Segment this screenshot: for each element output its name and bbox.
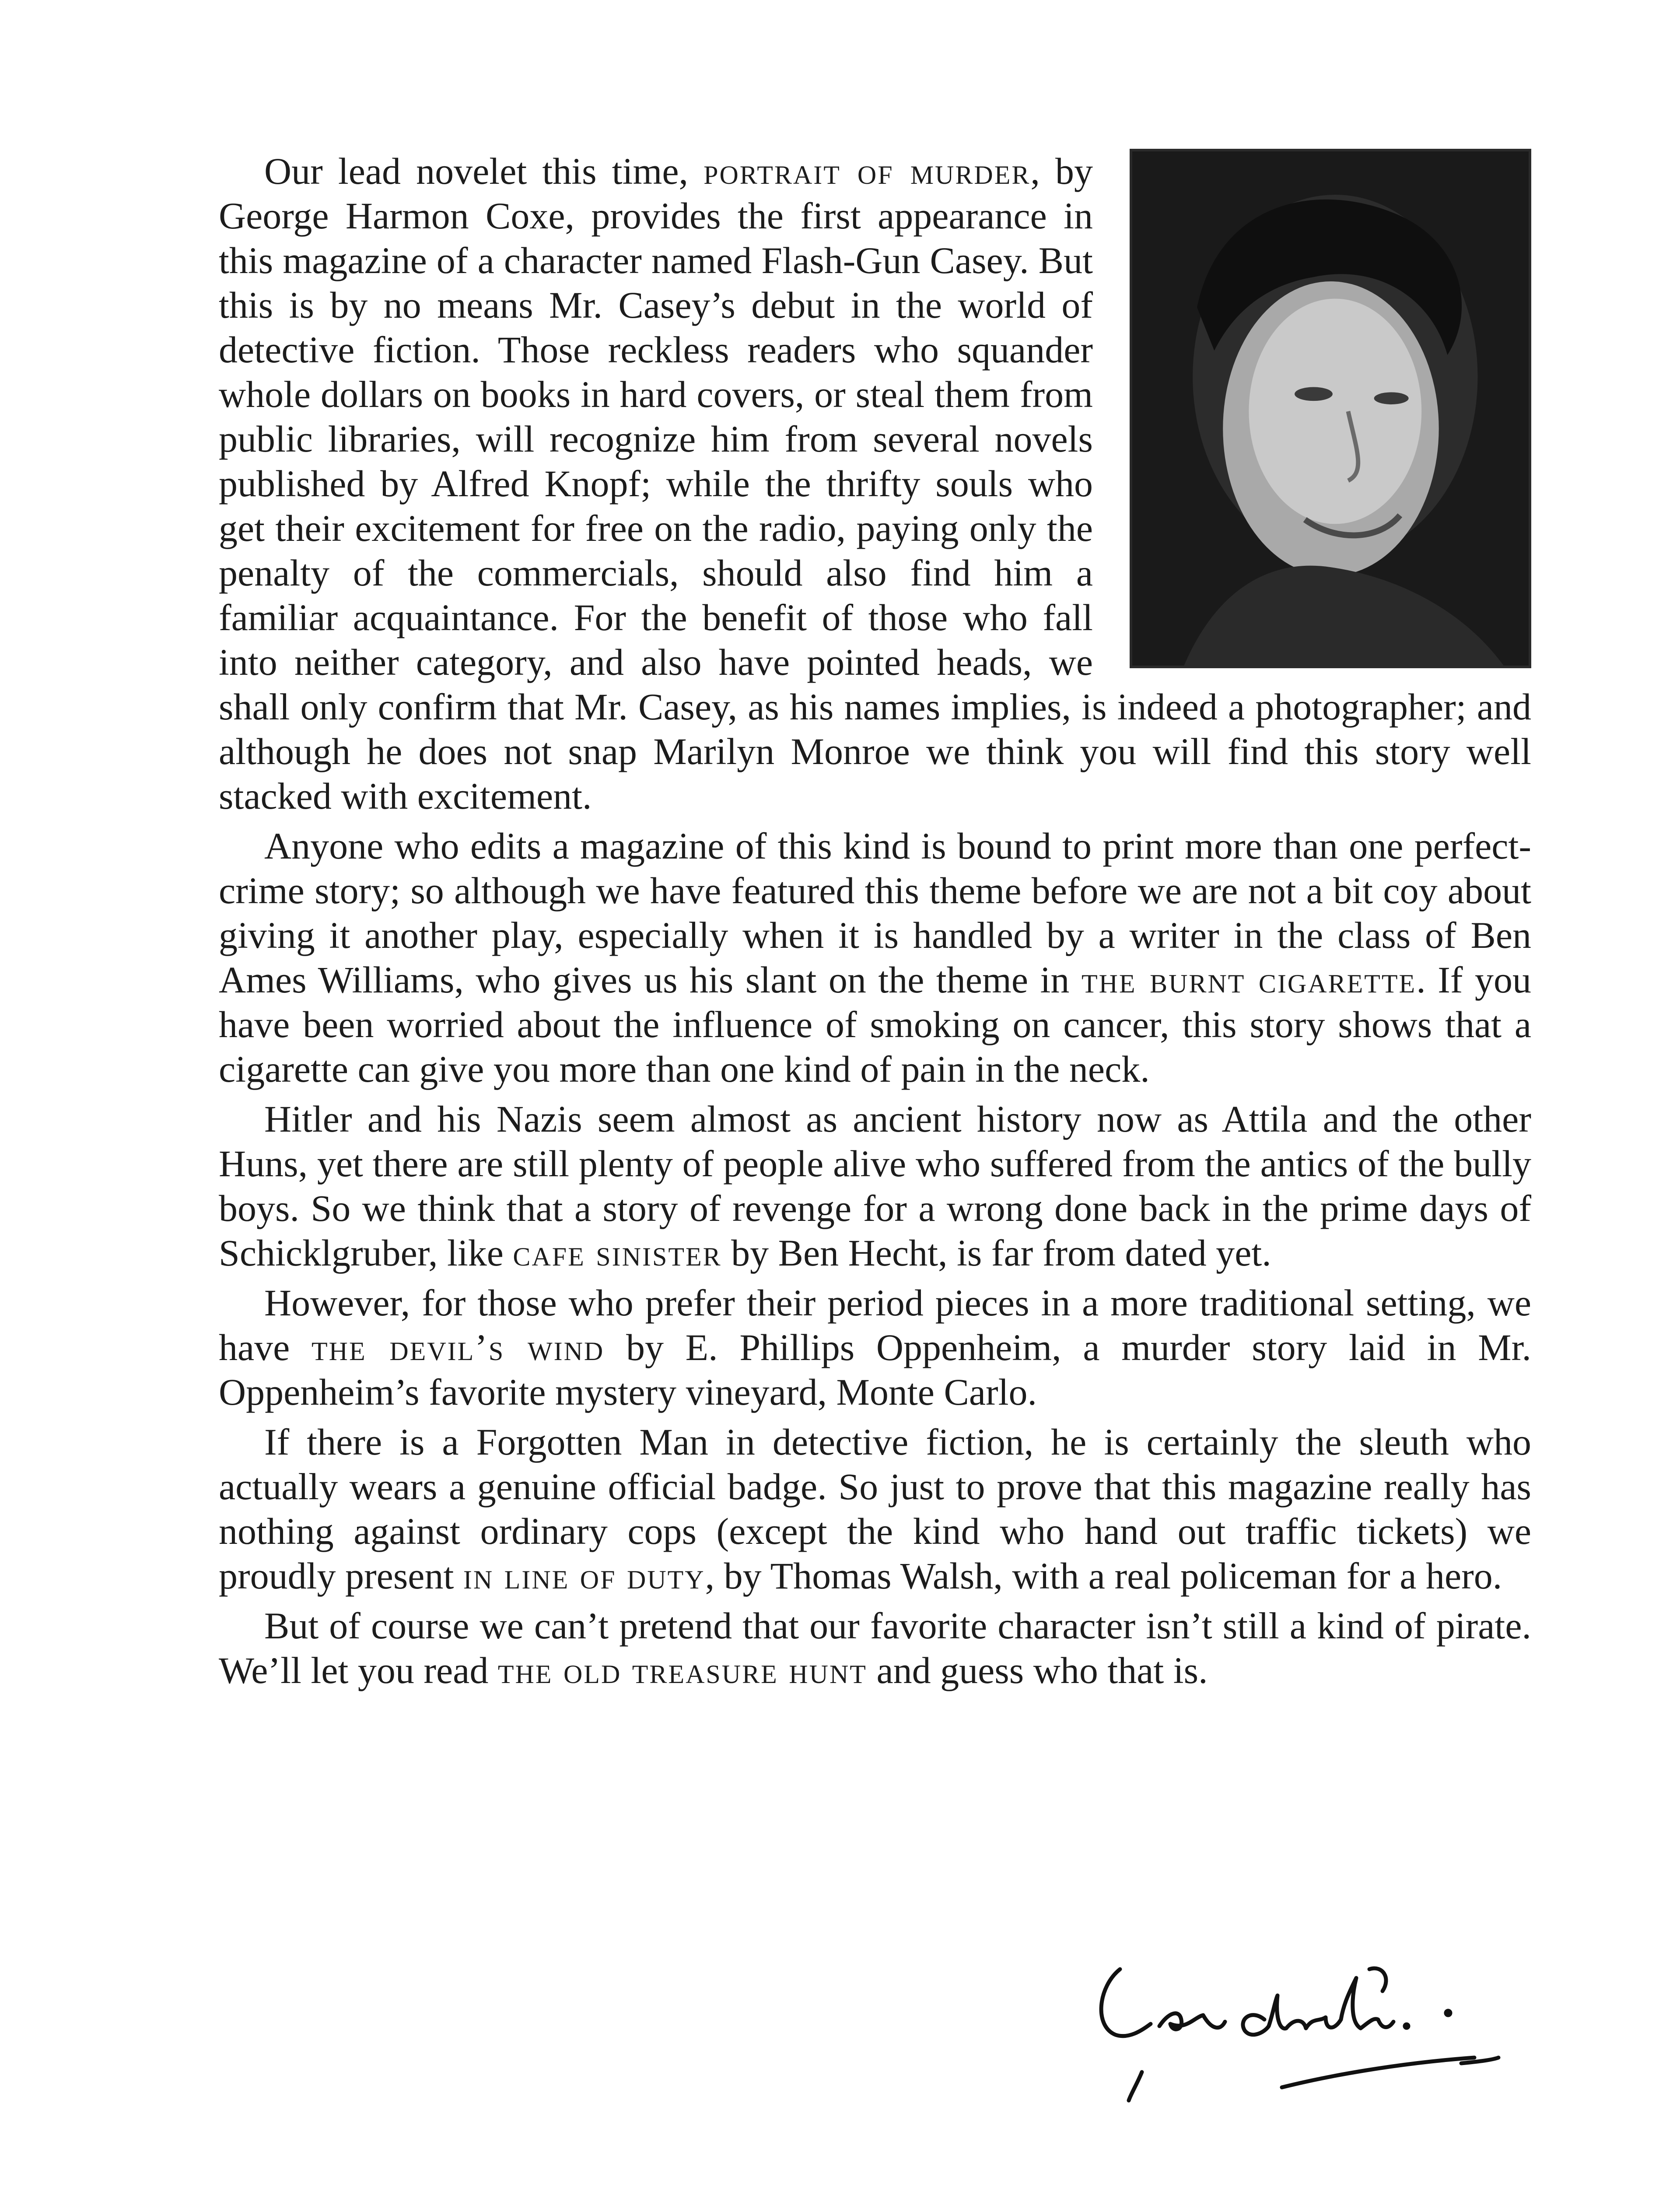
paragraph-6-text-a: But of course we can’t pretend that our favorite character isn’t still a kind of pirate. We’ll let you read (219, 1605, 1531, 1691)
paragraph-3-text-b: by Ben Hecht, is far from dated yet. (721, 1232, 1271, 1274)
editorial-article (219, 149, 1531, 1698)
paragraph-1-text-a: Our lead novelet this time, (264, 150, 704, 192)
handwritten-signature (1081, 1943, 1501, 2118)
paragraph-2 (219, 824, 1531, 1091)
author-portrait-photo (1130, 149, 1531, 668)
paragraph-2-text-a: Anyone who edits a magazine of this kind is bound to print more than one perfect-crime story; so although we have featured this theme before we are not a bit coy about giving it another play, especially when it is handled by a writer in the class of Ben Ames Williams, who gives us his slant on the theme in (219, 825, 1531, 1001)
story-title-portrait-of-murder: portrait of murder (704, 150, 1031, 192)
paragraph-1-text-b: , by George Harmon Coxe, provides the first appearance in this magazine of a character named Flash-Gun Casey. But this is by no means Mr. Casey’s debut in the world of detective fiction. Those reckless readers who squander whole dollars on books in hard covers, or steal them from public libraries, will recognize him from several novels published by Alfred Knopf; while the thrifty souls who get their excitement for free on the radio, paying only the penalty of the commercials, should also find him a familiar acquaintance. For the benefit of those who fall into neither category, and also have pointed heads, we shall only confirm that Mr. Casey, as his names implies, is indeed a photographer; and although he does not snap Marilyn Monroe we think you will find this story well stacked with excitement. (219, 150, 1531, 817)
paragraph-5-text-a: If there is a Forgotten Man in detective fiction, he is certainly the sleuth who actually wears a genuine official badge. So just to prove that this magazine really has nothing against ordinary cops (except the kind who hand out traffic tickets) we proudly present (219, 1421, 1531, 1597)
paragraph-5-text-b: , by Thomas Walsh, with a real policeman for a hero. (705, 1555, 1502, 1597)
signature-drawing (1081, 1943, 1501, 2118)
paragraph-2-text-b: . If you have been worried about the influence of smoking on cancer, this story shows that a cigarette can give you more than one kind of pain in the neck. (219, 959, 1532, 1090)
paragraph-4-text-b: by E. Phillips Oppenheim, a murder story laid in Mr. Oppenheim’s favorite mystery vineyard, Monte Carlo. (219, 1326, 1531, 1413)
portrait-drawing (1132, 151, 1529, 666)
story-title-cafe-sinister: cafe sinister (513, 1232, 722, 1274)
paragraph-3 (219, 1097, 1531, 1275)
story-title-in-line-of-duty: in line of duty (463, 1555, 705, 1597)
paragraph-6 (219, 1603, 1531, 1693)
paragraph-3-text-a: Hitler and his Nazis seem almost as ancient history now as Attila and the other Huns, yet there are still plenty of people alive who suffered from the antics of the bully boys. So we think that a story of revenge for a wrong done back in the prime days of Schicklgruber, like (219, 1098, 1531, 1274)
story-title-the-burnt-cigarette: the burnt cigarette (1081, 959, 1417, 1001)
paragraph-4-text-a: However, for those who prefer their period pieces in a more traditional setting, we have (219, 1282, 1531, 1368)
paragraph-6-text-b: and guess who that is. (867, 1649, 1208, 1691)
paragraph-4 (219, 1280, 1531, 1414)
paragraph-5 (219, 1420, 1531, 1598)
story-title-the-old-treasure-hunt: the old treasure hunt (497, 1649, 867, 1691)
story-title-the-devils-wind: the devil’s wind (312, 1326, 605, 1368)
